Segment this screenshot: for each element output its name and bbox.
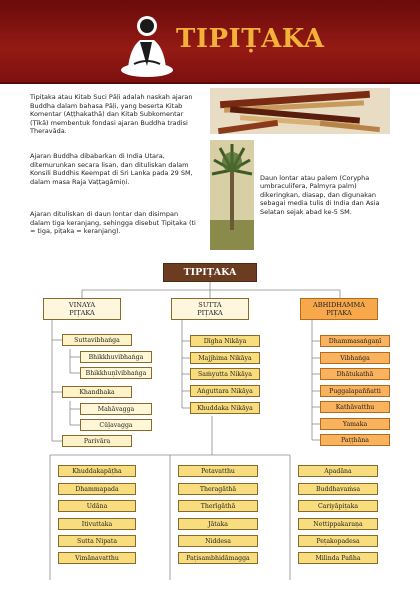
- parivara-box: Parivāra: [62, 435, 132, 447]
- sutta-nikaya-1: Dīgha Nikāya: [190, 335, 260, 347]
- bhikkhunivibhanga-box: Bhikkhuṇīvibhaṅga: [80, 367, 152, 379]
- abhidhamma-pitaka-box: [300, 298, 378, 320]
- khuddaka-col2-item-5: Niddesa: [178, 535, 258, 547]
- palm-caption: Daun lontar atau palem (Corypha umbraculifera, Palmyra palm) dikeringkan, diasap, dan digunakan sebagai media tulis di India dan Asia Selatan sejak abad ke-5 SM.: [260, 174, 380, 216]
- khuddaka-col3-item-4: Nettippakaraṇa: [298, 518, 378, 530]
- sutta-nikaya-5: Khuddaka Nikāya: [190, 402, 260, 414]
- khuddaka-col3-item-6: Milinda Pañha: [298, 552, 378, 564]
- khuddaka-col3-item-1: Apadāna: [298, 465, 378, 477]
- khuddaka-col1-item-3: Udāna: [58, 500, 136, 512]
- khuddaka-col1-item-5: Sutta Nipata: [58, 535, 136, 547]
- abhidhamma-line2: PIṬAKA: [326, 309, 352, 317]
- khuddaka-col2-item-2: Theragāthā: [178, 483, 258, 495]
- intro-paragraph-1: Tipiṭaka atau Kitab Suci Pāḷi adalah naskah ajaran Buddha dalam bahasa Pāḷi, yang beserta Kitab Komentar (Aṭṭhakathā) dan Kitab Subkomentar (Ṭīkā) membentuk fondasi ajaran Buddha tradisi Theravāda.: [30, 93, 193, 136]
- abhidhamma-book-6: Yamaka: [320, 418, 390, 430]
- khuddaka-col1-item-4: Itivuttaka: [58, 518, 136, 530]
- abhidhamma-book-3: Dhātukathā: [320, 368, 390, 380]
- mahavagga-box: Mahāvagga: [80, 403, 152, 415]
- abhidhamma-book-7: Paṭṭhāna: [320, 434, 390, 446]
- khuddaka-col2-item-3: Therīgāthā: [178, 500, 258, 512]
- khuddaka-col3-item-5: Peṭakopadesa: [298, 535, 378, 547]
- intro-paragraph-3: Ajaran dituliskan di daun lontar dan disimpan dalam tiga keranjang, sehingga disebut Tipiṭaka (ti = tiga, piṭaka = keranjang).: [30, 210, 196, 236]
- sutta-line2: PIṬAKA: [197, 309, 223, 317]
- sutta-nikaya-4: Aṅguttara Nikāya: [190, 385, 260, 397]
- abhidhamma-book-2: Vibhaṅga: [320, 352, 390, 364]
- khuddaka-col3-item-3: Cariyāpiṭaka: [298, 500, 378, 512]
- khuddaka-col2-item-6: Paṭisambhidāmagga: [178, 552, 258, 564]
- abhidhamma-line1: ABHIDHAMMA: [312, 301, 366, 309]
- abhidhamma-book-5: Kathāvatthu: [320, 401, 390, 413]
- suttavibhanga-box: Suttavibhaṅga: [62, 334, 132, 346]
- page-title: TIPIṬAKA: [176, 24, 325, 54]
- sutta-line1: SUTTA: [198, 301, 222, 309]
- sutta-pitaka-box: [171, 298, 249, 320]
- khuddaka-col3-item-2: Buddhavaṁsa: [298, 483, 378, 495]
- sutta-nikaya-2: Majjhima Nikāya: [190, 352, 260, 364]
- vinaya-line1: VINAYA: [68, 301, 96, 309]
- khuddaka-col2-item-4: Jātaka: [178, 518, 258, 530]
- khuddaka-col2-item-1: Petavatthu: [178, 465, 258, 477]
- khandhaka-box: Khandhaka: [62, 386, 132, 398]
- bhikkhuvibhanga-box: Bhikkhuvibhaṅga: [80, 351, 152, 363]
- tipitaka-root-box: TIPIṬAKA: [163, 263, 257, 282]
- khuddaka-col1-item-1: Khuddakapāṭha: [58, 465, 136, 477]
- abhidhamma-book-4: Puggalapaññatti: [320, 385, 390, 397]
- khuddaka-col1-item-2: Dhammapada: [58, 483, 136, 495]
- culavagga-box: Cūḷavagga: [80, 419, 152, 431]
- vinaya-pitaka-box: [43, 298, 121, 320]
- khuddaka-col1-item-6: Vimānavatthu: [58, 552, 136, 564]
- sutta-nikaya-3: Saṁyutta Nikāya: [190, 368, 260, 380]
- abhidhamma-book-1: Dhammasaṅgaṇī: [320, 335, 390, 347]
- intro-paragraph-2: Ajaran Buddha dibabarkan di India Utara, ditemurunkan secara lisan, dan dituliskan dalam Konsili Buddhis Keempat di Sri Lanka pada 29 SM, dalam masa Raja Vaṭṭagāmiṇi.: [30, 152, 193, 186]
- vinaya-line2: PIṬAKA: [69, 309, 95, 317]
